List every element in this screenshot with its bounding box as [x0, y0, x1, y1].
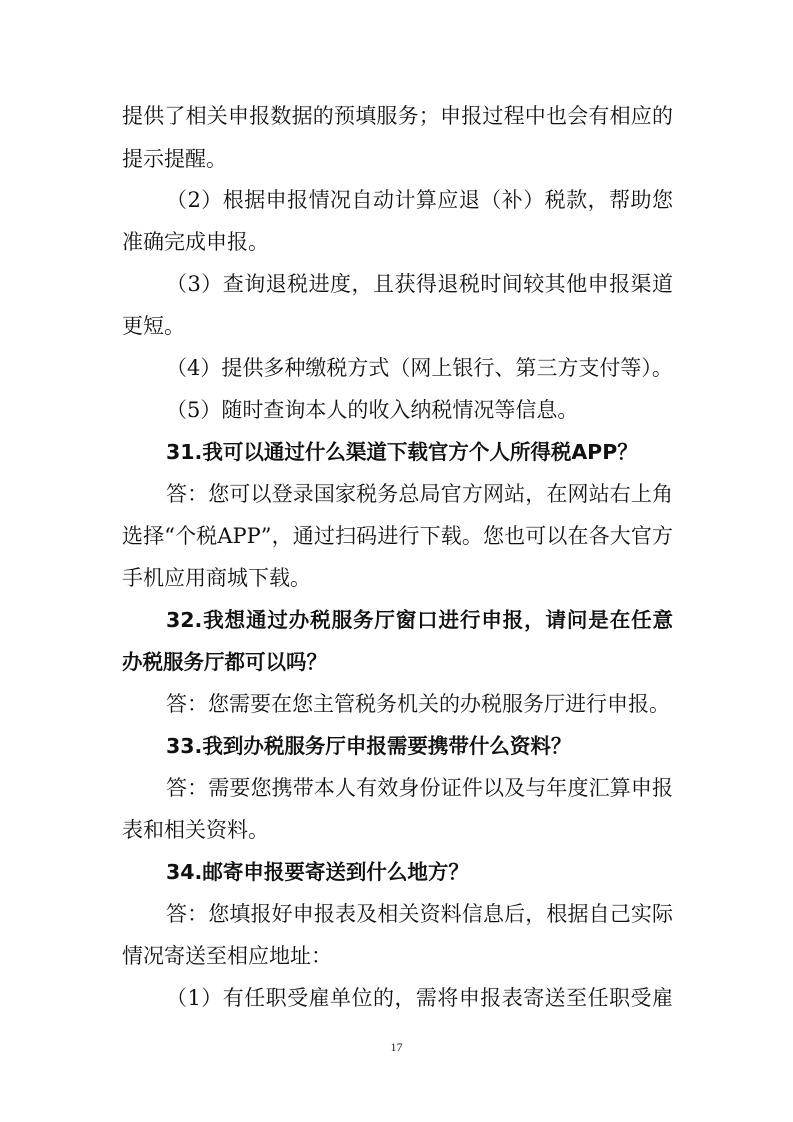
answer-text-line: 手机应用商城下载。	[122, 566, 311, 590]
answer-text-line: （1）有任职受雇单位的，需将申报表寄送至任职受雇	[166, 986, 673, 1010]
question-heading-32-cont: 办税服务厅都可以吗？	[122, 650, 327, 674]
answer-text-line: 答：您可以登录国家税务总局官方网站，在网站右上角	[166, 482, 673, 506]
body-text-line: （3）查询退税进度，且获得退税时间较其他申报渠道	[166, 272, 673, 296]
answer-text-line: 表和相关资料。	[122, 818, 269, 842]
body-text-line: （2）根据申报情况自动计算应退（补）税款，帮助您	[166, 188, 673, 212]
question-heading-31: 31.我可以通过什么渠道下载官方个人所得税APP？	[166, 440, 638, 464]
body-text-line: 提供了相关申报数据的预填服务；申报过程中也会有相应的	[122, 104, 673, 128]
body-text-line: （4）提供多种缴税方式（网上银行、第三方支付等）。	[166, 356, 673, 380]
question-heading-32: 32.我想通过办税服务厅窗口进行申报，请问是在任意	[166, 608, 673, 632]
page-number: 17	[390, 1040, 403, 1054]
body-text-line: （5）随时查询本人的收入纳税情况等信息。	[166, 398, 579, 422]
body-text-line: 提示提醒。	[122, 147, 227, 171]
question-heading-34: 34.邮寄申报要寄送到什么地方？	[166, 860, 469, 884]
answer-text-line: 选择“个税APP”，通过扫码进行下载。您也可以在各大官方	[122, 524, 673, 548]
body-text-line: 更短。	[122, 314, 185, 338]
answer-text-line: 答：您需要在您主管税务机关的办税服务厅进行申报。	[166, 692, 670, 716]
answer-text-line: 答：您填报好申报表及相关资料信息后，根据自己实际	[166, 902, 673, 926]
answer-text-line: 情况寄送至相应地址：	[122, 944, 332, 968]
question-heading-33: 33.我到办税服务厅申报需要携带什么资料？	[166, 734, 572, 758]
body-text-line: 准确完成申报。	[122, 230, 269, 254]
answer-text-line: 答：需要您携带本人有效身份证件以及与年度汇算申报	[166, 776, 673, 800]
